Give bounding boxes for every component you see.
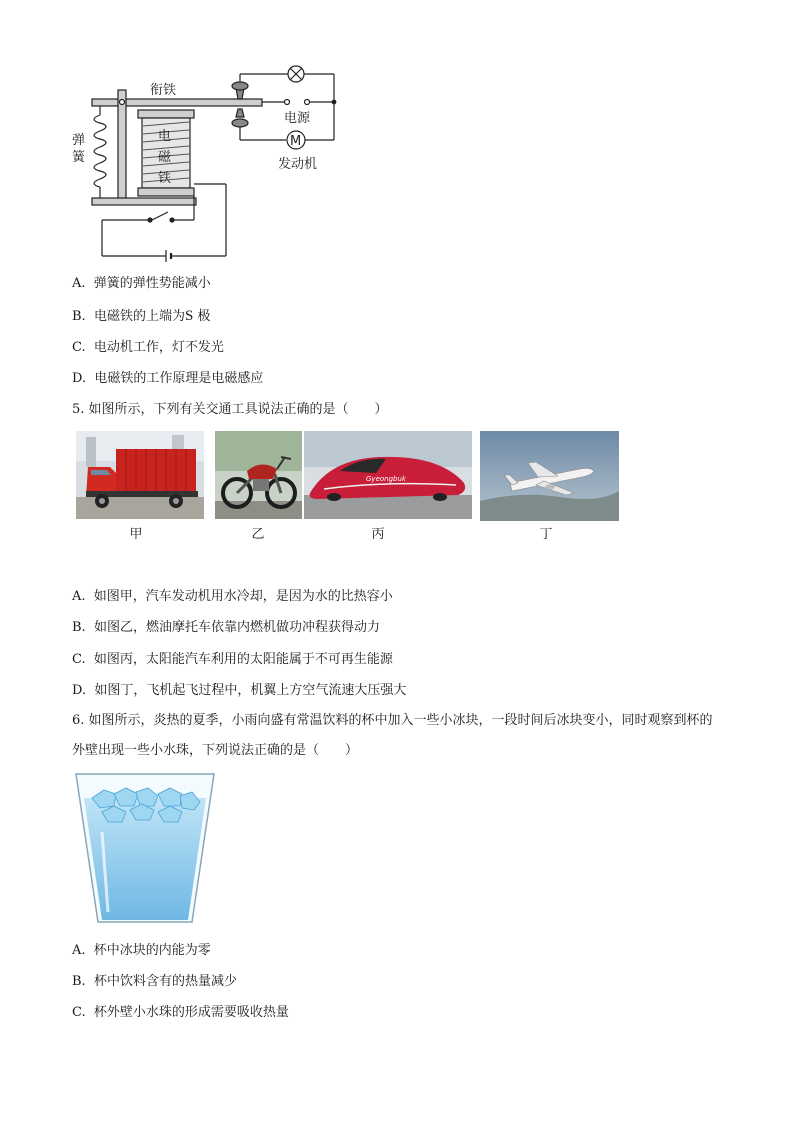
q5-option-b bbox=[72, 619, 380, 637]
q5-stem: 5. 如图所示，下列有关交通工具说法正确的是（ ） bbox=[72, 402, 388, 417]
caption-yi: 乙 bbox=[251, 527, 265, 542]
airplane-photo bbox=[480, 431, 619, 521]
option-letter: C. bbox=[72, 340, 86, 355]
option-text: 电动机工作，灯不发光 bbox=[93, 340, 224, 355]
option-text: 如图丙，太阳能汽车利用的太阳能属于不可再生能源 bbox=[93, 652, 393, 667]
option-text-s: S bbox=[184, 308, 194, 324]
truck-photo bbox=[76, 431, 204, 519]
solar-car-photo bbox=[304, 431, 472, 519]
label-armature: 衔铁 bbox=[150, 83, 177, 98]
option-text: 电磁铁的工作原理是电磁感应 bbox=[94, 371, 264, 386]
option-letter: C. bbox=[72, 1005, 86, 1020]
option-text: 极 bbox=[197, 309, 211, 324]
q6-option-a bbox=[72, 942, 211, 960]
option-text: 电磁铁的上端为 bbox=[93, 309, 185, 324]
relay-circuit-diagram bbox=[70, 60, 350, 270]
q4-option-d bbox=[72, 370, 263, 388]
option-text: 如图丁，飞机起飞过程中，机翼上方空气流速大压强大 bbox=[94, 683, 407, 698]
option-letter: D. bbox=[72, 371, 87, 386]
option-letter: B. bbox=[72, 309, 86, 324]
option-text: 杯中冰块的内能为零 bbox=[93, 943, 211, 958]
q4-option-c bbox=[72, 339, 224, 357]
label-motor-symbol: M bbox=[290, 134, 302, 149]
q6-stem: 6. 如图所示，炎热的夏季，小雨向盛有常温饮料的杯中加入一些小冰块，一段时间后冰块变小，同时观察到杯的外壁出现一些小水珠，下列说法正确的是（ ） bbox=[72, 713, 713, 758]
option-letter: A. bbox=[72, 589, 86, 604]
caption-bing: 丙 bbox=[371, 527, 385, 542]
option-letter: B. bbox=[72, 974, 86, 989]
option-text: 如图甲，汽车发动机用水冷却，是因为水的比热容小 bbox=[93, 589, 393, 604]
motorcycle-photo bbox=[215, 431, 302, 519]
solar-car-logo: Gyeongbuk bbox=[366, 475, 406, 483]
label-motor: 发动机 bbox=[278, 157, 318, 172]
q5-option-a bbox=[72, 588, 393, 606]
option-text: 杯外壁小水珠的形成需要吸收热量 bbox=[93, 1005, 289, 1020]
option-letter: B. bbox=[72, 620, 86, 635]
label-power: 电源 bbox=[284, 111, 311, 126]
option-text: 如图乙，燃油摩托车依靠内燃机做功冲程获得动力 bbox=[93, 620, 380, 635]
label-electromagnet: 电磁铁 bbox=[158, 129, 172, 186]
q5-option-d bbox=[72, 682, 406, 700]
cup-with-ice-illustration bbox=[74, 772, 216, 924]
caption-jia: 甲 bbox=[129, 527, 143, 542]
q4-option-a bbox=[72, 275, 211, 293]
option-letter: C. bbox=[72, 652, 86, 667]
q5-option-c bbox=[72, 651, 393, 669]
option-letter: A. bbox=[72, 943, 86, 958]
q6-option-b bbox=[72, 973, 237, 991]
caption-ding: 丁 bbox=[539, 527, 553, 542]
option-letter: D. bbox=[72, 683, 87, 698]
q4-option-b bbox=[72, 307, 210, 326]
option-text: 弹簧的弹性势能减小 bbox=[93, 276, 211, 291]
label-spring: 弹簧 bbox=[72, 133, 86, 165]
q6-option-c bbox=[72, 1004, 289, 1022]
option-letter: A. bbox=[72, 276, 86, 291]
option-text: 杯中饮料含有的热量减少 bbox=[93, 974, 237, 989]
